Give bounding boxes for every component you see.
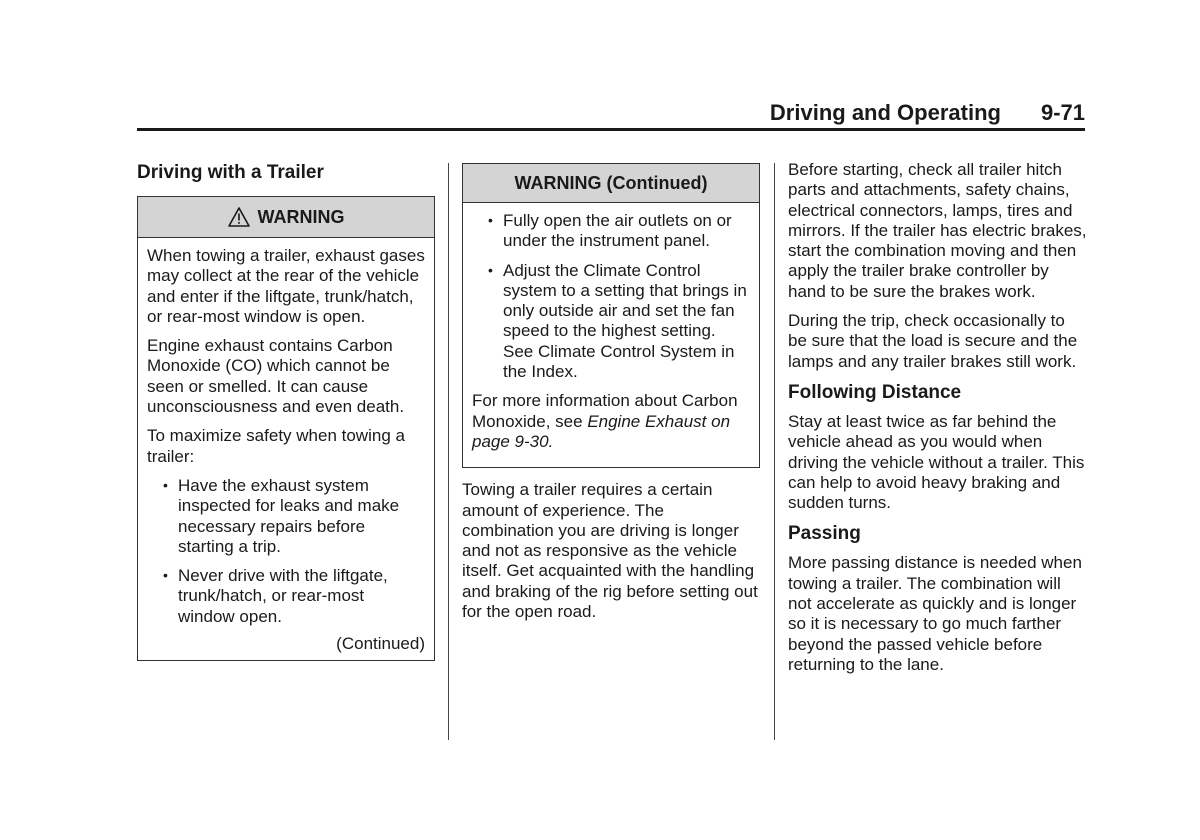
subheading-passing: Passing bbox=[788, 523, 861, 545]
subheading-following-distance: Following Distance bbox=[788, 381, 962, 403]
reference-text: For more information about Carbon Monoxide, see bbox=[472, 391, 738, 431]
warning-paragraph: Engine exhaust contains Carbon Monoxide (CO) which cannot be seen or smelled. It can cause unconsciousness and even death. bbox=[147, 336, 405, 417]
warning-box-continued bbox=[462, 163, 760, 468]
warning-title: WARNING bbox=[257, 206, 345, 227]
column-1 bbox=[137, 160, 435, 661]
body-paragraph: Towing a trailer requires a certain amount of experience. The combination you are driving is longer and not as responsive as the vehicle itself. Get acquainted with the handling and braking of the rig before setting out for the open road. bbox=[462, 480, 758, 622]
body-paragraph: Before starting, check all trailer hitch parts and attachments, safety chains, electrical connectors, lamps, tires and mirrors. If the trailer has electric brakes, start the combination moving and then apply the trailer brake controller by hand to be sure the brakes work. bbox=[788, 160, 1087, 301]
list-item: • Fully open the air outlets on or under the instrument panel. bbox=[503, 211, 750, 252]
list-item: • Have the exhaust system inspected for leaks and make necessary repairs before starting a trip. bbox=[178, 476, 425, 557]
warning-box bbox=[137, 196, 435, 661]
warning-paragraph: To maximize safety when towing a trailer: bbox=[147, 426, 405, 466]
page-number: 9-71 bbox=[1040, 100, 1085, 125]
body-paragraph: Stay at least twice as far behind the vehicle ahead as you would when driving the vehicle without a trailer. This can help to avoid heavy braking and sudden turns. bbox=[788, 411, 1085, 513]
page-header bbox=[770, 100, 1085, 126]
header-rule bbox=[137, 128, 1085, 131]
warning-list bbox=[472, 211, 750, 382]
continued-label: (Continued) bbox=[336, 634, 425, 654]
warning-paragraph: When towing a trailer, exhaust gases may collect at the rear of the vehicle and enter if the liftgate, trunk/hatch, or rear-most window is open. bbox=[147, 246, 425, 326]
warning-title: WARNING (Continued) bbox=[514, 172, 708, 193]
body-paragraph: During the trip, check occasionally to be sure that the load is secure and the lamps and any trailer brakes still work. bbox=[788, 311, 1078, 371]
column-divider bbox=[774, 163, 775, 740]
section-title: Driving and Operating bbox=[769, 100, 1001, 125]
column-2 bbox=[462, 163, 760, 631]
warning-triangle-icon bbox=[228, 207, 250, 227]
list-item: • Never drive with the liftgate, trunk/hatch, or rear-most window open. bbox=[178, 566, 425, 627]
warning-body bbox=[138, 238, 434, 660]
warning-body bbox=[463, 203, 759, 467]
column-divider bbox=[448, 163, 449, 740]
warning-reference bbox=[472, 391, 750, 452]
warning-header bbox=[463, 164, 759, 203]
warning-header bbox=[138, 197, 434, 238]
warning-list bbox=[147, 476, 425, 627]
column-3 bbox=[788, 160, 1088, 684]
section-heading: Driving with a Trailer bbox=[137, 162, 324, 183]
list-item: • Adjust the Climate Control system to a setting that brings in only outside air and set the fan speed to the highest setting. See Climate Control System in the Index. bbox=[503, 261, 750, 383]
reference-link-text: Engine Exhaust on page 9-30. bbox=[472, 411, 731, 451]
body-paragraph: More passing distance is needed when towing a trailer. The combination will not accelerate as quickly and is longer so it is necessary to go much farther beyond the passed vehicle before returning to the lane. bbox=[788, 553, 1082, 674]
